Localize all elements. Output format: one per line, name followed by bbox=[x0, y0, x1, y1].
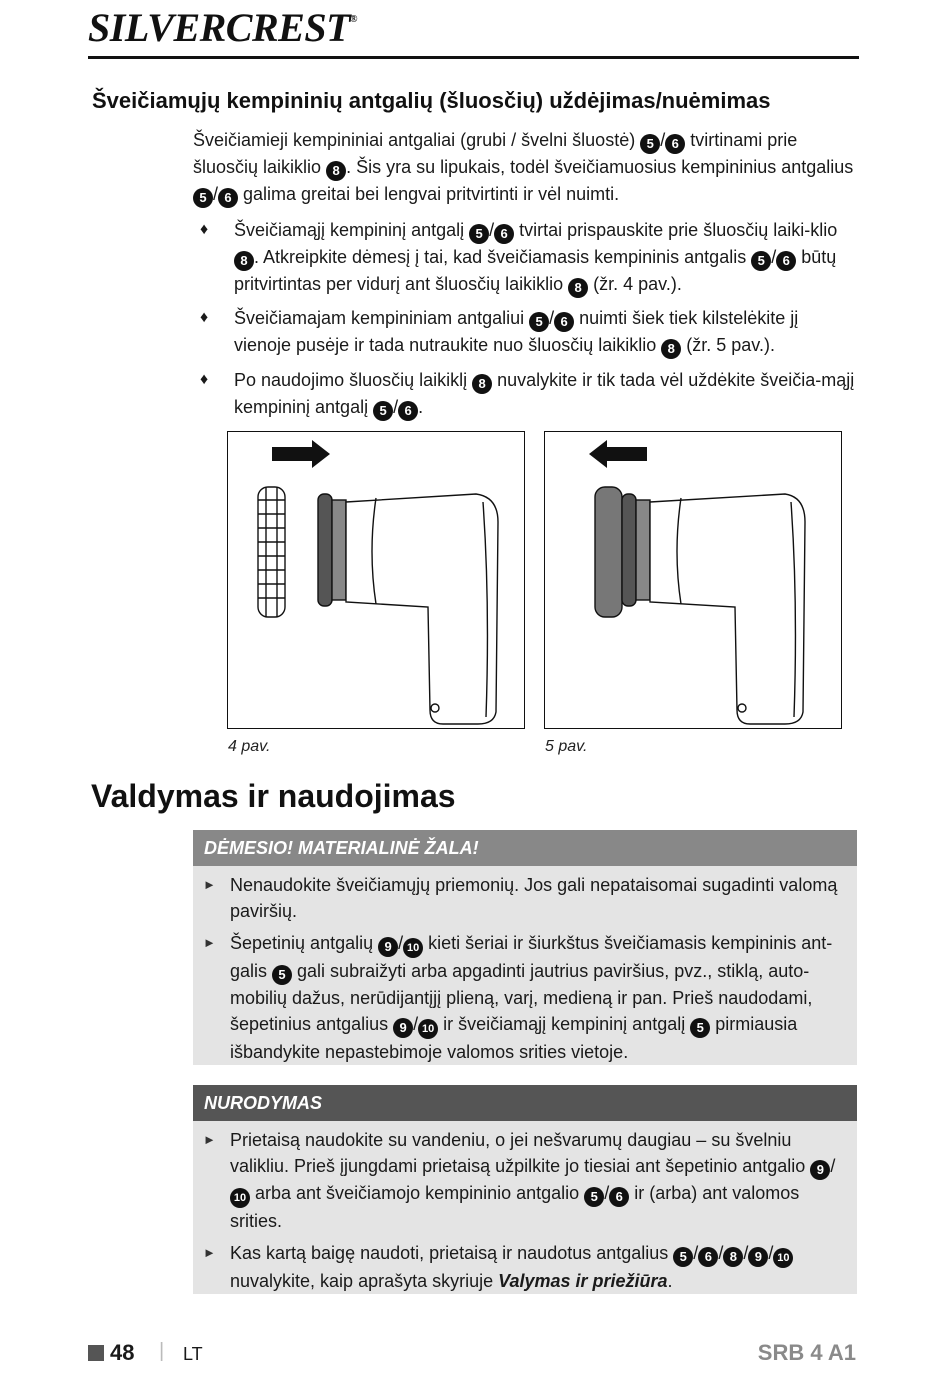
part-number-badge: 10 bbox=[418, 1019, 438, 1039]
part-number-badge: 8 bbox=[472, 374, 492, 394]
list-item bbox=[200, 305, 860, 359]
list-item-text: Šveičiamąjį kempininį antgalį 5 / 6 tvirtai prispauskite prie šluosčių laiki-klio 8 . Atkreipkite dėmesį į tai, kad šveičiamasis kempininis antgalis 5 / 6 būtų pritvirtintas per vidurį ant šluosčių laikiklio 8 (žr. 4 pav.). bbox=[234, 217, 860, 298]
figure-5-illustration bbox=[545, 432, 840, 727]
part-number-badge: 8 bbox=[234, 251, 254, 271]
part-number-badge: 5 bbox=[673, 1247, 693, 1267]
part-number-badge: 5 bbox=[193, 188, 213, 208]
brand-logo bbox=[88, 4, 357, 51]
intro-paragraph: Šveičiamieji kempininiai antgaliai (grubi / švelni šluostė) 5 / 6 tvirtinami prie šluosčių laikiklio 8 . Šis yra su lipukais, todėl šveičiamuosius kempininius antgalius 5 / 6 galima greitai bei lengvai pritvirtinti ir vėl nuimti. bbox=[193, 127, 858, 208]
list-item bbox=[193, 930, 857, 1065]
list-item bbox=[200, 367, 860, 421]
device-drawing bbox=[595, 487, 805, 724]
list-item-text: Nenaudokite šveičiamųjų priemonių. Jos gali nepataisomai sugadinti valomą paviršių. bbox=[230, 875, 838, 921]
list-item-text: Prietaisą naudokite su vandeniu, o jei nešvarumų daugiau – su švelniu valikliu. Prieš įjungdami prietaisą užpilkite jo tiesiai ant šepetinio antgalio 9 /10 arba ant šveičiamojo kempininio antgalio 5 / 6 ir (arba) ant valomos srities. bbox=[230, 1130, 836, 1231]
figure-4-illustration bbox=[228, 432, 523, 727]
part-number-badge: 10 bbox=[773, 1248, 793, 1268]
list-item-text: Kas kartą baigę naudoti, prietaisą ir naudotus antgalius 5 / 6 / 8 / 9 / 10nuvalykite, kaip aprašyta skyriuje Valymas ir priežiūra. bbox=[230, 1243, 793, 1291]
figure-4-caption: 4 pav. bbox=[228, 738, 271, 755]
part-number-badge: 6 bbox=[554, 312, 574, 332]
part-number-badge: 5 bbox=[584, 1187, 604, 1207]
diamond-bullet-icon: ♦ bbox=[200, 221, 209, 238]
brand-name: SILVERCREST bbox=[88, 5, 351, 50]
list-item bbox=[193, 1240, 857, 1294]
part-number-badge: 6 bbox=[398, 401, 418, 421]
list-item-text: Po naudojimo šluosčių laikiklį 8 nuvalykite ir tik tada vėl uždėkite šveičia-mąjį kempininį antgalį 5 / 6 . bbox=[234, 367, 860, 421]
list-item bbox=[200, 217, 860, 298]
page-number-text: 48 bbox=[110, 1340, 135, 1365]
page-title: Valdymas ir naudojimas bbox=[91, 778, 456, 814]
diamond-bullet-icon: ♦ bbox=[200, 309, 209, 326]
footer-language: LT bbox=[183, 1344, 203, 1364]
list-item-text: Šepetinių antgalių 9 / 10 kieti šeriai ir šiurkštus šveičiamasis kempininis ant-galis 5 gali subraižyti arba apgadinti jautrius paviršius, pvz., stiklą, auto-mobilių dažus, nerūdijantįjį plieną, varį, medieną ir pan. Prieš naudodami, šepetinius antgalius 9 / 10 ir šveičiamąjį kempininį antgalį 5 pirmiausia išbandykite nepastebimoje valomos srities vietoje. bbox=[230, 933, 833, 1062]
figure-5-caption: 5 pav. bbox=[545, 738, 588, 755]
part-number-badge: 6 bbox=[609, 1187, 629, 1207]
brand-registered-mark: ® bbox=[350, 14, 358, 25]
part-number-badge: 5 bbox=[640, 134, 660, 154]
figure-4 bbox=[227, 431, 525, 729]
part-number-badge: 9 bbox=[748, 1247, 768, 1267]
sponge-pad-drawing bbox=[258, 487, 285, 617]
part-number-badge: 5 bbox=[272, 965, 292, 985]
section-reference: Valymas ir priežiūra bbox=[498, 1271, 668, 1291]
list-item-text: Šveičiamajam kempininiam antgaliui 5 / 6 nuimti šiek tiek kilstelėkite jį vienoje pusėje ir tada nutraukite nuo šluosčių laikiklio 8 (žr. 5 pav.). bbox=[234, 305, 860, 359]
part-number-badge: 8 bbox=[661, 339, 681, 359]
part-number-badge: 6 bbox=[698, 1247, 718, 1267]
diamond-bullet-icon: ♦ bbox=[200, 371, 209, 388]
triangle-bullet-icon: ► bbox=[203, 935, 216, 950]
triangle-bullet-icon: ► bbox=[203, 1245, 216, 1260]
section-heading: Šveičiamųjų kempininių antgalių (šluosčių) uždėjimas/nuėmimas bbox=[92, 88, 771, 113]
part-number-badge: 8 bbox=[723, 1247, 743, 1267]
part-number-badge: 8 bbox=[326, 161, 346, 181]
part-number-badge: 6 bbox=[776, 251, 796, 271]
part-number-badge: 9 bbox=[378, 937, 398, 957]
part-number-badge: 5 bbox=[529, 312, 549, 332]
part-number-badge: 5 bbox=[690, 1018, 710, 1038]
part-number-badge: 10 bbox=[403, 938, 423, 958]
warning-title: DĖMESIO! MATERIALINĖ ŽALA! bbox=[193, 830, 857, 866]
part-number-badge: 9 bbox=[393, 1018, 413, 1038]
device-drawing bbox=[318, 494, 498, 724]
part-number-badge: 5 bbox=[469, 224, 489, 244]
part-number-badge: 8 bbox=[568, 278, 588, 298]
part-number-badge: 5 bbox=[751, 251, 771, 271]
part-number-badge: 5 bbox=[373, 401, 393, 421]
triangle-bullet-icon: ► bbox=[203, 877, 216, 892]
part-number-badge: 6 bbox=[665, 134, 685, 154]
footer-separator: | bbox=[159, 1340, 165, 1362]
part-number-badge: 10 bbox=[230, 1188, 250, 1208]
square-icon bbox=[88, 1345, 104, 1361]
part-number-badge: 9 bbox=[810, 1160, 830, 1180]
part-number-badge: 6 bbox=[218, 188, 238, 208]
figure-5 bbox=[544, 431, 842, 729]
warning-box bbox=[193, 830, 857, 1065]
footer-model: SRB 4 A1 bbox=[757, 1340, 856, 1365]
arrow-left-icon bbox=[589, 440, 647, 468]
triangle-bullet-icon: ► bbox=[203, 1132, 216, 1147]
note-title: NURODYMAS bbox=[193, 1085, 857, 1121]
list-item bbox=[193, 872, 857, 924]
part-number-badge: 6 bbox=[494, 224, 514, 244]
header-rule bbox=[88, 56, 859, 59]
arrow-right-icon bbox=[272, 440, 330, 468]
note-box bbox=[193, 1085, 857, 1294]
page-number bbox=[88, 1340, 134, 1366]
list-item bbox=[193, 1127, 857, 1234]
